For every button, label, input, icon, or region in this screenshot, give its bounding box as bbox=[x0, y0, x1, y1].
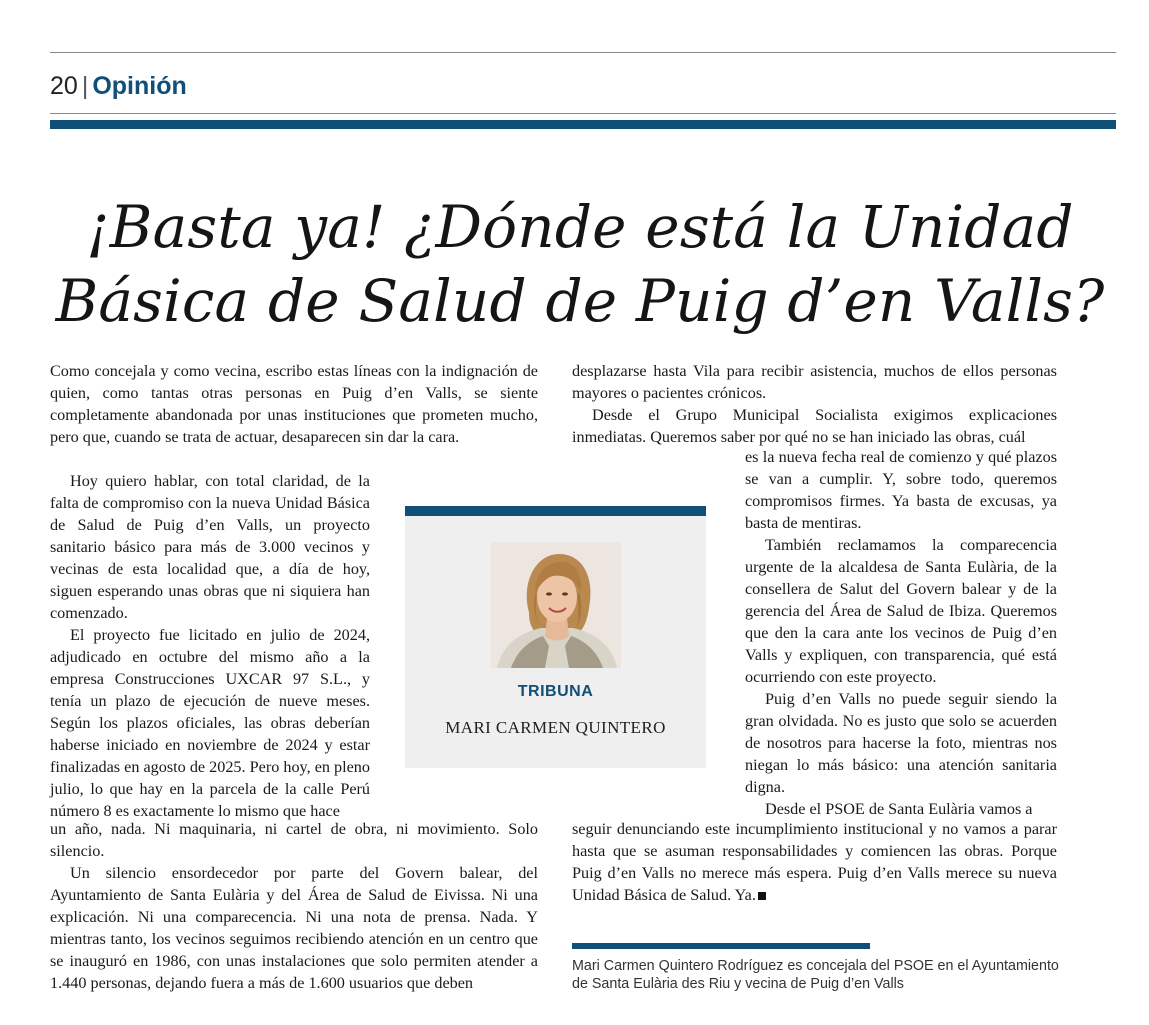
tribune-box-top-bar bbox=[405, 506, 706, 516]
article-headline bbox=[40, 190, 1120, 338]
section-name: Opinión bbox=[92, 72, 187, 100]
paragraph-ending bbox=[572, 818, 1057, 906]
paragraph: seguir denunciando este incumplimiento institucional y no vamos a parar hasta que se asuman responsabilidades y comiencen las obras. Porque Puig d’en Valls no merece más espera. Puig d’en Valls merece su nueva Unidad Básica de Salud. Ya. bbox=[572, 820, 1057, 904]
paragraph: Desde el PSOE de Santa Eulària vamos a bbox=[765, 800, 1033, 818]
top-rule bbox=[50, 52, 1116, 53]
header-separator: | bbox=[81, 72, 89, 100]
column-2-narrow bbox=[745, 446, 1057, 820]
author-portrait bbox=[491, 542, 621, 668]
section-header bbox=[50, 70, 187, 102]
header-thin-rule bbox=[50, 113, 1116, 114]
author-bio: Mari Carmen Quintero Rodríguez es concejala del PSOE en el Ayuntamiento de Santa Eulària des Riu y vecina de Puig d’en Valls bbox=[572, 958, 1059, 992]
bio-accent-bar bbox=[572, 943, 870, 949]
headline-line-1: ¡Basta ya! ¿Dónde está la Unidad bbox=[86, 193, 1074, 261]
paragraph: El proyecto fue licitado en julio de 2024, adjudicado en octubre del mismo año a la empresa Construcciones UXCAR 97 S.L., y tenía un plazo de ejecución de nueve meses. Según los plazos oficiales, las obras deberían haberse iniciado en noviembre de 2024 y estar finalizadas en agosto de 2025. Pero hoy, en pleno julio, lo que hay en la parcela de la calle Perú número 8 es exactamente lo mismo que hace bbox=[50, 626, 370, 820]
paragraph: es la nueva fecha real de comienzo y qué plazos se van a cumplir. Y, sobre todo, queremos compromisos firmes. Ya basta de excusas, ya basta de mentiras. bbox=[745, 448, 1057, 532]
headline-line-2: Básica de Salud de Puig d’en Valls? bbox=[55, 267, 1105, 335]
paragraph: desplazarse hasta Vila para recibir asistencia, muchos de ellos personas mayores o pacientes crónicos. bbox=[572, 362, 1057, 402]
paragraph: Puig d’en Valls no puede seguir siendo la gran olvidada. No es justo que solo se acuerden de nosotros para hacerse la foto, mientras nos niegan lo más básico: una atención sanitaria digna. bbox=[745, 690, 1057, 796]
column-2-top bbox=[572, 360, 1057, 448]
column-1-bottom bbox=[50, 818, 538, 994]
header-accent-bar bbox=[50, 120, 1116, 129]
column-1-narrow bbox=[50, 470, 370, 822]
column-2-bottom bbox=[572, 818, 1057, 906]
page-number: 20 bbox=[50, 72, 78, 100]
paragraph: Como concejala y como vecina, escribo estas líneas con la indignación de quien, como tantas otras personas en Puig d’en Valls, se siente completamente abandonada por unas instituciones que prometen mucho, pero que, cuando se trata de actuar, desaparecen sin dar la cara. bbox=[50, 362, 538, 446]
column-1-top bbox=[50, 360, 538, 448]
paragraph: También reclamamos la comparecencia urgente de la alcaldesa de Santa Eulària, de la consellera de Salut del Govern balear y de la gerencia del Área de Salud de Ibiza. Queremos que den la cara ante los vecinos de Puig d’en Valls y expliquen, con transparencia, qué está ocurriendo con este proyecto. bbox=[745, 536, 1057, 686]
tribune-label: TRIBUNA bbox=[517, 683, 594, 700]
paragraph: Hoy quiero hablar, con total claridad, de la falta de compromiso con la nueva Unidad Básica de Salud de Puig d’en Valls, un proyecto sanitario básico para más de 3.000 vecinos y vecinas de esta localidad que, a día de hoy, siguen esperando unas obras que ni siquiera han comenzado. bbox=[50, 472, 370, 622]
end-of-article-mark bbox=[758, 892, 766, 900]
paragraph: un año, nada. Ni maquinaria, ni cartel de obra, ni movimiento. Solo silencio. bbox=[50, 820, 538, 860]
author-name: MARI CARMEN QUINTERO bbox=[445, 718, 666, 737]
paragraph: Un silencio ensordecedor por parte del Govern balear, del Ayuntamiento de Santa Eulària y del Área de Salud de Eivissa. Ni una explicación. Ni una comparecencia. Ni una nota de prensa. Nada. Y mientras tanto, los vecinos seguimos recibiendo atención en un centro que se inauguró en 1986, con unas instalaciones que solo permiten atender a 1.440 personas, dejando fuera a más de 1.600 usuarios que deben bbox=[50, 864, 538, 992]
paragraph: Desde el Grupo Municipal Socialista exigimos explicaciones inmediatas. Queremos saber por qué no se han iniciado las obras, cuál bbox=[572, 406, 1057, 446]
